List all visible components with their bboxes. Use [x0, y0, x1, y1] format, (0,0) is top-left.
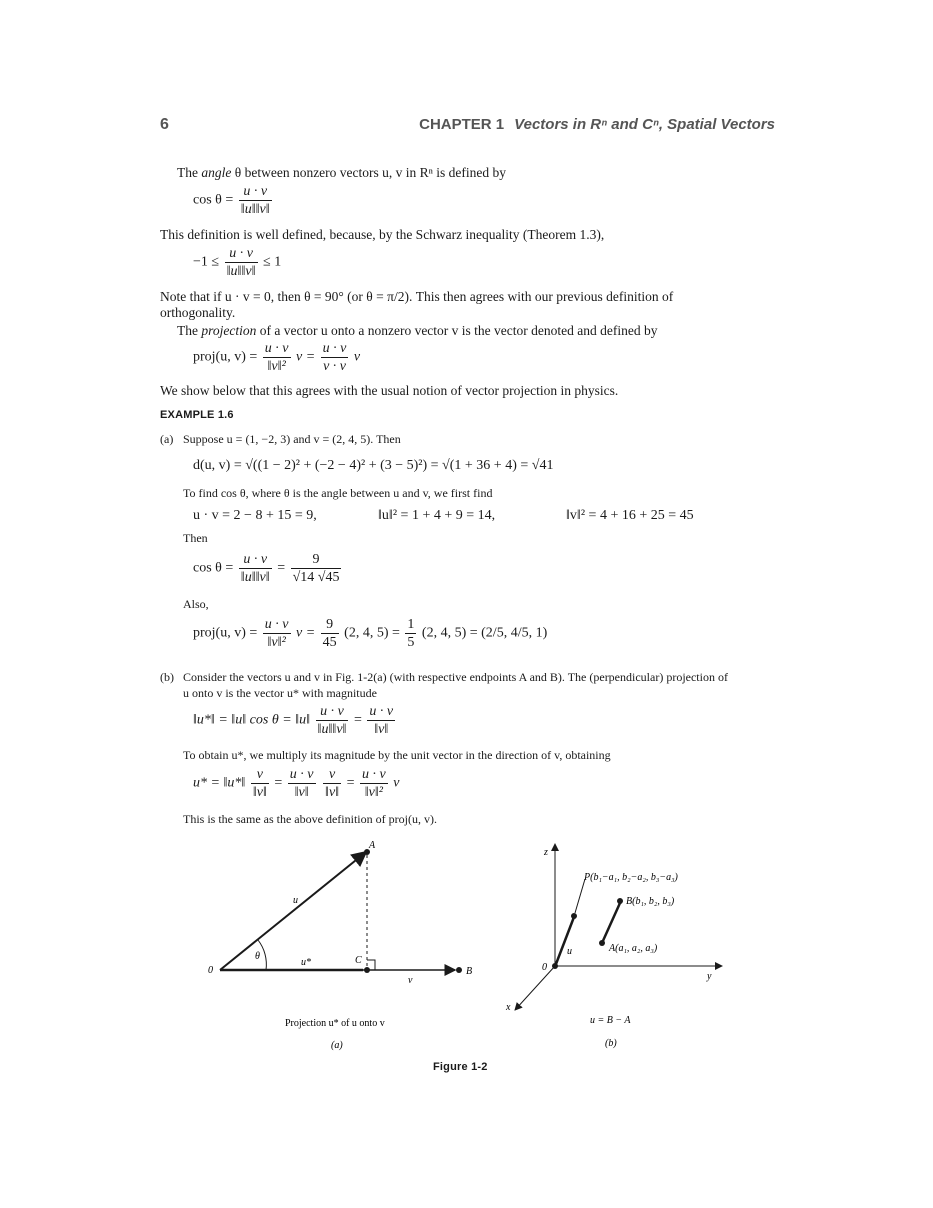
schwarz-text: This definition is well defined, because, by the Schwarz inequality (Theorem 1.3),	[160, 227, 605, 242]
caption-b: u = B − A	[590, 1015, 631, 1026]
norm-u: ‖u‖² = 1 + 4 + 9 = 14,	[378, 508, 496, 523]
obtain-text: To obtain u*, we multiply its magnitude by the unit vector in the direction of v, obtaining	[183, 748, 611, 762]
segment-AB	[602, 903, 620, 943]
projection-definition-text: The projection of a vector u onto a nonzero vector v is the vector denoted and defined by	[177, 323, 658, 338]
label-O: 0	[208, 965, 213, 976]
point-P	[571, 913, 577, 919]
unit-vector-formula: u* = ‖u*‖ $\frac{v}{‖v‖}$ = $\frac{u \cdot v}{‖v‖}$ $\frac{v}{‖v‖}$ = $\frac{u \cdot v}{\text{‖v‖²}}$ v	[193, 767, 400, 800]
angle-definition-text: The angle θ between nonzero vectors u, v in Rⁿ is defined by	[177, 165, 507, 180]
caption-a: Projection u* of u onto v	[285, 1018, 385, 1029]
norm-v: ‖v‖² = 4 + 16 + 25 = 45	[566, 508, 694, 523]
x-axis	[515, 966, 555, 1010]
note-line-2: orthogonality.	[160, 305, 236, 320]
label-P: P(b₁−a₁, b₂−a₂, b₃−a₃)	[584, 872, 678, 883]
sublabel-a: (a)	[331, 1040, 343, 1051]
label-B: B	[466, 966, 473, 977]
angle-formula: cos θ = $\frac{u \cdot v}{‖u‖‖v‖}$	[193, 184, 270, 217]
note-line-1: Note that if u · v = 0, then θ = 90° (or θ = π/2). This then agrees with our previous definition of	[160, 289, 674, 304]
distance-formula: d(u, v) = √((1 − 2)² + (−2 − 4)² + (3 − 5)²) = √(1 + 36 + 4) = √41	[193, 458, 554, 473]
part-a-label: (a)	[160, 432, 174, 446]
label-theta: θ	[255, 951, 260, 962]
label-B-3d: B(b₁, b₂, b₃)	[626, 896, 675, 907]
label-y: y	[707, 971, 712, 982]
label-v: v	[408, 975, 413, 986]
point-B	[456, 967, 462, 973]
chapter-header	[419, 116, 775, 133]
term-projection: projection	[201, 323, 257, 338]
label-u-star: u*	[301, 957, 311, 968]
chapter-title: Vectors in Rⁿ and Cⁿ, Spatial Vectors	[514, 116, 775, 133]
label-A-3d: A(a₁, a₂, a₃)	[609, 943, 658, 954]
chapter-label: CHAPTER 1	[419, 116, 505, 133]
figure-b	[500, 838, 735, 1053]
figure-a	[200, 835, 500, 1055]
point-B-3d	[617, 898, 623, 904]
part-a-intro: Suppose u = (1, −2, 3) and v = (2, 4, 5). Then	[183, 432, 401, 446]
physics-note: We show below that this agrees with the usual notion of vector projection in physics.	[160, 383, 619, 398]
label-z: z	[544, 847, 548, 858]
magnitude-formula: ‖u*‖ = ‖u‖ cos θ = ‖u‖ $\frac{u \cdot v}{‖u‖‖v‖}$ = $\frac{u \cdot v}{‖v‖}$	[193, 704, 394, 737]
label-O-3d: 0	[542, 962, 547, 973]
label-u-3d: u	[567, 946, 572, 957]
label-A: A	[369, 840, 376, 851]
label-C: C	[355, 955, 362, 966]
part-b-line-1: Consider the vectors u and v in Fig. 1-2(a) (with respective endpoints A and B). The (perpendicular) projection of	[183, 670, 728, 684]
figure-title: Figure 1-2	[433, 1061, 488, 1073]
part-b-label: (b)	[160, 670, 174, 684]
leader-P	[575, 879, 585, 913]
sublabel-b: (b)	[605, 1038, 617, 1049]
schwarz-inequality: −1 ≤ $\frac{u \cdot v}{‖u‖‖v‖}$ ≤ 1	[193, 246, 282, 279]
label-x: x	[506, 1002, 511, 1013]
then-label: Then	[183, 531, 208, 545]
point-A-3d	[599, 940, 605, 946]
page-number: 6	[160, 116, 169, 133]
point-C	[364, 967, 370, 973]
part-b-line-2: u onto v is the vector u* with magnitude	[183, 686, 377, 700]
cos-intro: To find cos θ, where θ is the angle between u and v, we first find	[183, 486, 493, 500]
also-label: Also,	[183, 597, 209, 611]
example-heading: EXAMPLE 1.6	[160, 409, 234, 421]
label-u: u	[293, 895, 298, 906]
vector-u	[220, 852, 366, 970]
term-angle: angle	[201, 165, 232, 180]
proj-example-formula: proj(u, v) = $\frac{u \cdot v}{\text{‖v‖²}}$ v = $\frac{9}{45}$ (2, 4, 5) = $\frac{1}{5}$ (2, 4, 5) = (2/5, 4/5, 1)	[193, 617, 548, 650]
cos-example-formula: cos θ = $\frac{u \cdot v}{‖u‖‖v‖}$ = $\frac{9}{√14 √45}$	[193, 552, 340, 585]
projection-formula: proj(u, v) = $\frac{u \cdot v}{\text{‖v‖²}}$ v = $\frac{u \cdot v}{v \cdot v}$ v	[193, 341, 361, 374]
same-as-text: This is the same as the above definition of proj(u, v).	[183, 812, 437, 826]
dot-product: u · v = 2 − 8 + 15 = 9,	[193, 508, 317, 523]
